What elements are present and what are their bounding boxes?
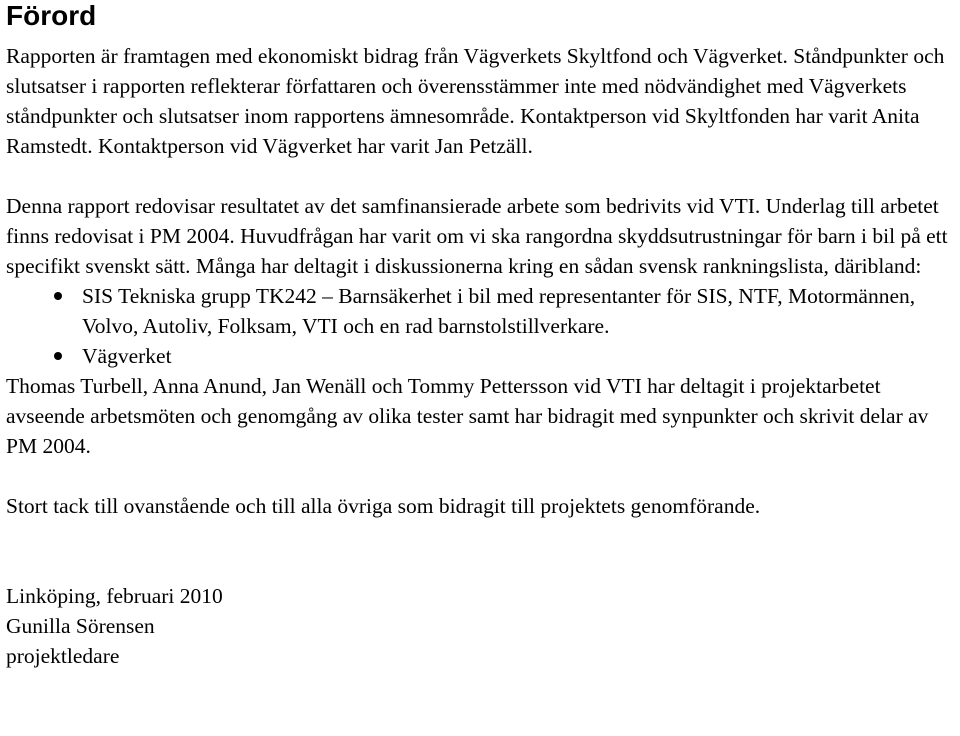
paragraph-thanks: Stort tack till ovanstående och till alla övriga som bidragit till projektets genomförande. [6,494,761,518]
signature-name: Gunilla Sörensen [6,614,155,638]
document-page [6,0,956,671]
signature-place-date: Linköping, februari 2010 [6,584,223,608]
bullet-icon [54,352,62,360]
document-body [6,41,956,671]
signature-role: projektledare [6,644,120,668]
list-item-text: Vägverket [82,344,172,368]
signature-block [6,581,956,671]
paragraph-funding: Rapporten är framtagen med ekonomiskt bidrag från Vägverkets Skyltfond och Vägverket. Ståndpunkter och slutsatser i rapporten reflekterar författaren och överensstämmer inte med nödvändighet med Vägverkets ståndpunkter och slutsatser inom rapportens ämnesområde. Kontaktperson vid Skyltfonden har varit Anita Ramstedt. Kontaktperson vid Vägverket har varit Jan Petzäll. [6,44,945,158]
paragraph-report-summary: Denna rapport redovisar resultatet av det samfinansierade arbete som bedrivits vid VTI. Underlag till arbetet finns redovisat i PM 2004. Huvudfrågan har varit om vi ska rangordna skyddsutrustningar för barn i bil på ett specifikt svenskt sätt. Många har deltagit i diskussionerna kring en sådan svensk rankningslista, däribland: [6,194,948,278]
list-item-text: SIS Tekniska grupp TK242 – Barnsäkerhet i bil med representanter för SIS, NTF, Motormännen, Volvo, Autoliv, Folksam, VTI och en rad barnstolstillverkare. [82,284,916,338]
paragraph-contributors: Thomas Turbell, Anna Anund, Jan Wenäll och Tommy Pettersson vid VTI har deltagit i projektarbetet avseende arbetsmöten och genomgång av olika tester samt har bidragit med synpunkter och skrivit delar av PM 2004. [6,374,929,458]
bullet-icon [54,292,62,300]
participants-list [6,281,956,371]
list-item [6,341,956,371]
list-item [6,281,956,341]
page-title: Förord [6,0,97,31]
